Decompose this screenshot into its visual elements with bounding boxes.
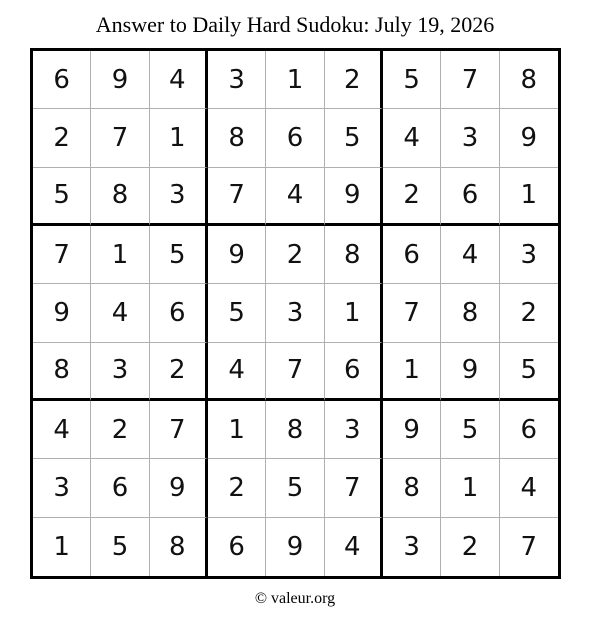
sudoku-cell: 5 bbox=[33, 168, 91, 226]
sudoku-cell: 2 bbox=[33, 109, 91, 167]
sudoku-cell: 8 bbox=[208, 109, 266, 167]
sudoku-cell: 8 bbox=[150, 518, 208, 576]
sudoku-cell: 7 bbox=[150, 401, 208, 459]
sudoku-cell: 1 bbox=[325, 284, 383, 342]
sudoku-cell: 1 bbox=[91, 226, 149, 284]
sudoku-cell: 7 bbox=[325, 459, 383, 517]
sudoku-cell: 9 bbox=[325, 168, 383, 226]
sudoku-cell: 9 bbox=[33, 284, 91, 342]
sudoku-cell: 3 bbox=[441, 109, 499, 167]
sudoku-cell: 6 bbox=[150, 284, 208, 342]
sudoku-cell: 3 bbox=[500, 226, 558, 284]
sudoku-cell: 9 bbox=[150, 459, 208, 517]
sudoku-cell: 1 bbox=[208, 401, 266, 459]
sudoku-cell: 7 bbox=[266, 343, 324, 401]
sudoku-cell: 6 bbox=[500, 401, 558, 459]
sudoku-cell: 5 bbox=[383, 51, 441, 109]
sudoku-cell: 4 bbox=[441, 226, 499, 284]
sudoku-cell: 9 bbox=[441, 343, 499, 401]
sudoku-cell: 8 bbox=[33, 343, 91, 401]
sudoku-cell: 3 bbox=[91, 343, 149, 401]
sudoku-cell: 3 bbox=[325, 401, 383, 459]
sudoku-cell: 3 bbox=[383, 518, 441, 576]
sudoku-cell: 5 bbox=[441, 401, 499, 459]
sudoku-cell: 8 bbox=[500, 51, 558, 109]
sudoku-cell: 6 bbox=[441, 168, 499, 226]
sudoku-cell: 2 bbox=[383, 168, 441, 226]
sudoku-cell: 3 bbox=[150, 168, 208, 226]
sudoku-cell: 9 bbox=[383, 401, 441, 459]
sudoku-cell: 5 bbox=[208, 284, 266, 342]
sudoku-cell: 4 bbox=[383, 109, 441, 167]
sudoku-cell: 1 bbox=[150, 109, 208, 167]
sudoku-cell: 3 bbox=[33, 459, 91, 517]
sudoku-cell: 7 bbox=[91, 109, 149, 167]
sudoku-cell: 4 bbox=[91, 284, 149, 342]
sudoku-cell: 2 bbox=[208, 459, 266, 517]
sudoku-cell: 8 bbox=[266, 401, 324, 459]
sudoku-cell: 6 bbox=[33, 51, 91, 109]
sudoku-cell: 5 bbox=[325, 109, 383, 167]
sudoku-cell: 7 bbox=[208, 168, 266, 226]
sudoku-cell: 9 bbox=[91, 51, 149, 109]
sudoku-cell: 6 bbox=[383, 226, 441, 284]
sudoku-cell: 4 bbox=[33, 401, 91, 459]
sudoku-cell: 6 bbox=[325, 343, 383, 401]
sudoku-cell: 3 bbox=[208, 51, 266, 109]
sudoku-cell: 6 bbox=[91, 459, 149, 517]
sudoku-cell: 4 bbox=[150, 51, 208, 109]
sudoku-cell: 9 bbox=[266, 518, 324, 576]
sudoku-cell: 4 bbox=[325, 518, 383, 576]
sudoku-cell: 1 bbox=[441, 459, 499, 517]
sudoku-cell: 8 bbox=[325, 226, 383, 284]
sudoku-cell: 2 bbox=[441, 518, 499, 576]
sudoku-cell: 6 bbox=[208, 518, 266, 576]
sudoku-cell: 8 bbox=[91, 168, 149, 226]
sudoku-cell: 7 bbox=[33, 226, 91, 284]
page-title: Answer to Daily Hard Sudoku: July 19, 2026 bbox=[95, 12, 495, 37]
sudoku-cell: 1 bbox=[33, 518, 91, 576]
sudoku-cell: 2 bbox=[325, 51, 383, 109]
sudoku-cell: 7 bbox=[383, 284, 441, 342]
sudoku-cell: 1 bbox=[383, 343, 441, 401]
sudoku-cell: 4 bbox=[266, 168, 324, 226]
sudoku-cell: 2 bbox=[266, 226, 324, 284]
copyright-footer: © valeur.org bbox=[254, 590, 336, 607]
sudoku-cell: 5 bbox=[91, 518, 149, 576]
sudoku-cell: 8 bbox=[383, 459, 441, 517]
sudoku-cell: 5 bbox=[266, 459, 324, 517]
sudoku-cell: 9 bbox=[500, 109, 558, 167]
sudoku-cell: 7 bbox=[441, 51, 499, 109]
sudoku-cell: 4 bbox=[500, 459, 558, 517]
sudoku-cell: 1 bbox=[500, 168, 558, 226]
sudoku-cell: 2 bbox=[150, 343, 208, 401]
sudoku-cell: 7 bbox=[520, 531, 538, 562]
sudoku-board bbox=[30, 48, 561, 579]
sudoku-cell: 5 bbox=[500, 343, 558, 401]
sudoku-cell: 2 bbox=[500, 284, 558, 342]
sudoku-cell: 4 bbox=[208, 343, 266, 401]
sudoku-cell: 6 bbox=[266, 109, 324, 167]
sudoku-cell: 8 bbox=[441, 284, 499, 342]
sudoku-cell: 2 bbox=[91, 401, 149, 459]
sudoku-cell: 5 bbox=[150, 226, 208, 284]
sudoku-cell: 9 bbox=[208, 226, 266, 284]
sudoku-cell: 1 bbox=[266, 51, 324, 109]
sudoku-cell: 3 bbox=[266, 284, 324, 342]
